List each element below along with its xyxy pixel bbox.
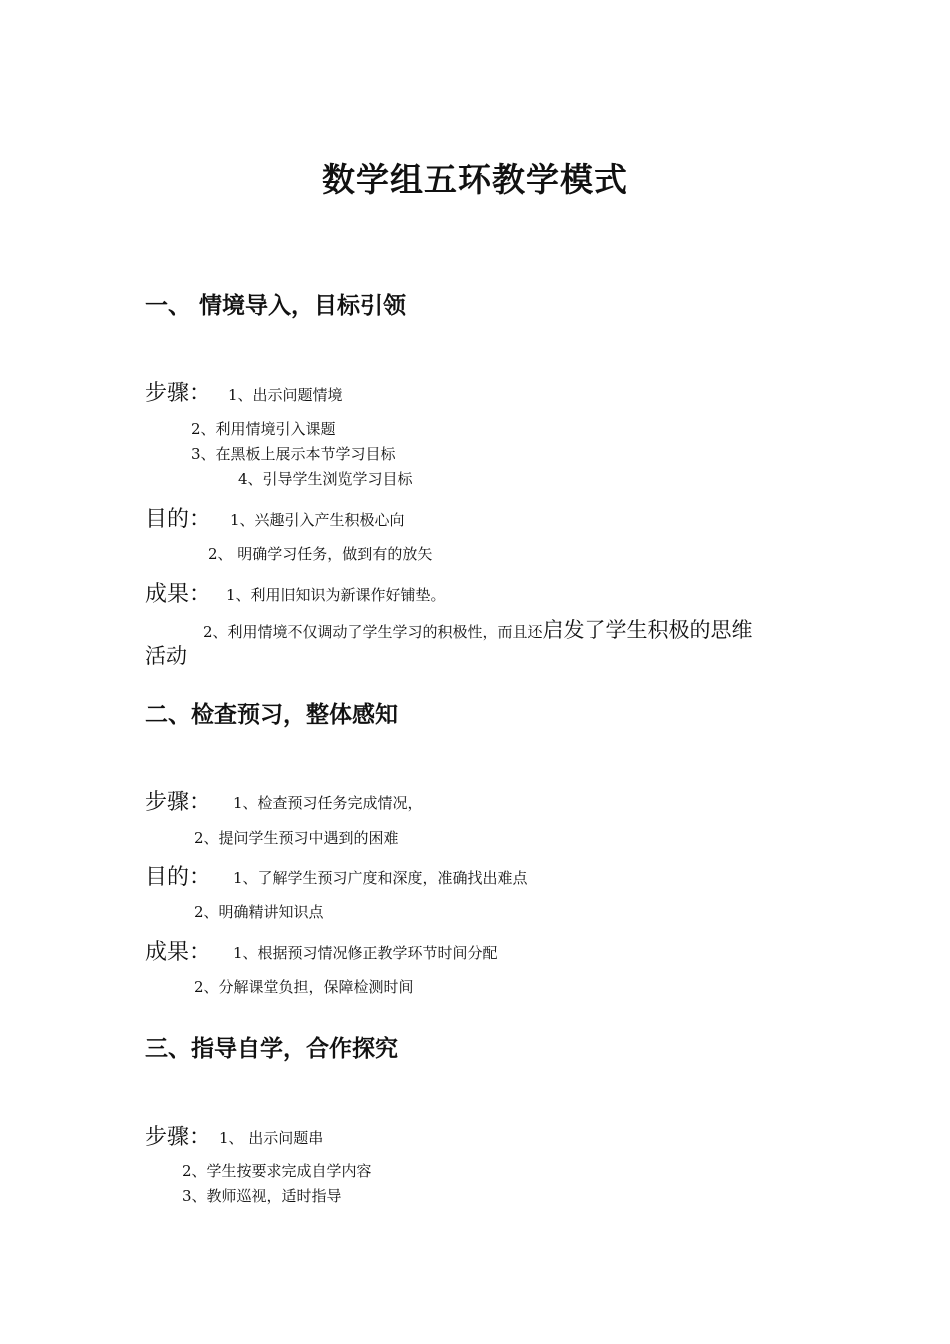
- section-3-heading: 三、指导自学，合作探究: [145, 1036, 398, 1062]
- section-3-step-3: 3、教师巡视，适时指导: [182, 1187, 342, 1205]
- section-1-heading: 一、 情境导入，目标引领: [145, 293, 407, 319]
- section-3-step-1: 1、 出示问题串: [219, 1129, 324, 1147]
- section-1-purpose-2: 2、 明确学习任务，做到有的放矢: [208, 545, 433, 563]
- section-2-result-2: 2、分解课堂负担，保障检测时间: [194, 978, 414, 996]
- section-1-result-2-continuation: 活动: [145, 644, 187, 668]
- section-1-step-1: 1、出示问题情境: [228, 386, 343, 404]
- section-1-result-2-text: 2、利用情境不仅调动了学生学习的积极性，而且还: [203, 623, 543, 641]
- section-1-result-2-emphasis: 启发了学生积极的思维: [542, 618, 753, 642]
- section-1-purpose-label: 目的：: [145, 507, 212, 532]
- section-3-steps-label: 步骤：: [145, 1125, 212, 1150]
- section-2-result-label: 成果：: [145, 940, 212, 965]
- section-1-step-3: 3、在黑板上展示本节学习目标: [191, 445, 396, 463]
- section-1-step-4: 4、引导学生浏览学习目标: [238, 470, 413, 488]
- section-2-step-1: 1、检查预习任务完成情况，: [233, 794, 423, 812]
- section-1-result-1: 1、利用旧知识为新课作好铺垫。: [226, 586, 446, 604]
- section-2-purpose-1: 1、了解学生预习广度和深度，准确找出难点: [233, 869, 528, 887]
- section-1-result-label: 成果：: [145, 582, 212, 607]
- section-1-steps-label: 步骤：: [145, 381, 212, 406]
- section-2-result-1: 1、根据预习情况修正教学环节时间分配: [233, 944, 498, 962]
- section-3-step-2: 2、学生按要求完成自学内容: [182, 1162, 372, 1180]
- section-1-step-2: 2、利用情境引入课题: [191, 420, 336, 438]
- document-title: 数学组五环教学模式: [322, 160, 628, 199]
- section-1-purpose-1: 1、兴趣引入产生积极心向: [230, 511, 405, 529]
- section-2-purpose-label: 目的：: [145, 865, 212, 890]
- section-2-steps-label: 步骤：: [145, 790, 212, 815]
- section-2-heading: 二、检查预习，整体感知: [145, 702, 398, 728]
- section-1-result-2: [203, 614, 753, 644]
- section-2-step-2: 2、提问学生预习中遇到的困难: [194, 829, 399, 847]
- section-2-purpose-2: 2、明确精讲知识点: [194, 903, 324, 921]
